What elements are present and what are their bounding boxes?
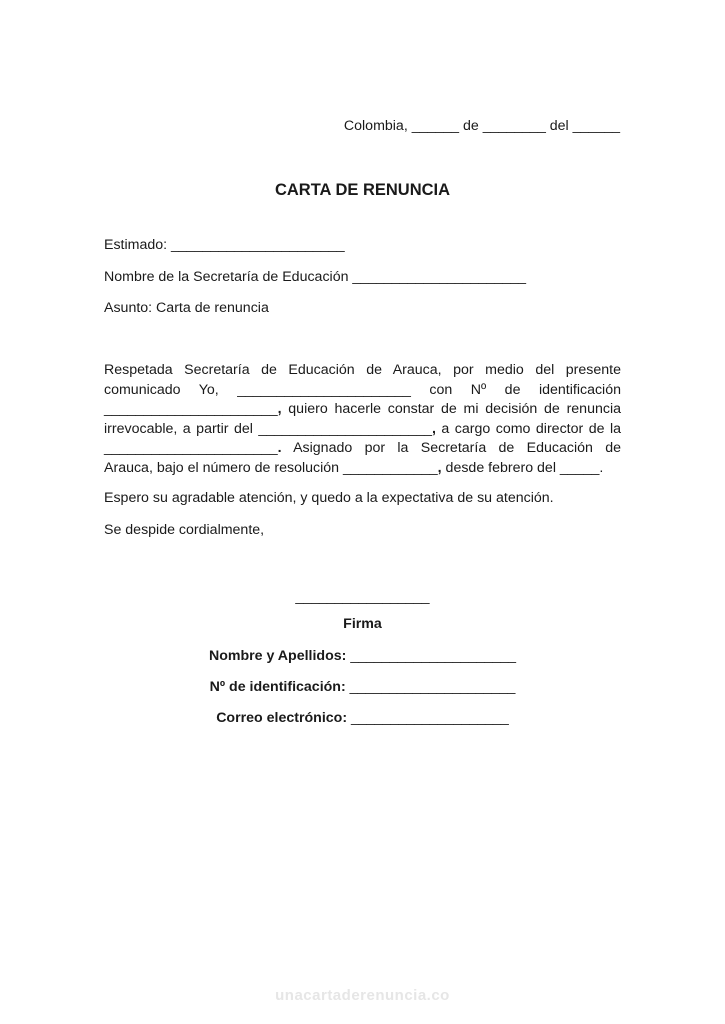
body-line-5 [104, 439, 621, 459]
comma: , [431, 420, 436, 437]
date-line: Colombia, ______ de ________ del ______ [343, 118, 620, 134]
body-line-6 [104, 459, 621, 479]
body-line-1: Respetada Secretaría de Educación de Arauca, por medio del presente [104, 362, 621, 378]
farewell-line: Se despide cordialmente, [104, 522, 265, 538]
document-title: CARTA DE RENUNCIA [274, 181, 451, 199]
comma: , [437, 459, 442, 476]
body-line-4-text: a cargo como director de la [435, 420, 621, 437]
id-number-blank: ______________________ [104, 401, 278, 417]
closing-line: Espero su agradable atención, y quedo a la expectativa de su atención. [104, 490, 554, 506]
signature-line: _________________ [295, 589, 430, 605]
subject-line: Asunto: Carta de renuncia [104, 300, 269, 316]
body-line-4 [104, 420, 621, 440]
body-line-6-text: desde febrero del _____. [441, 459, 604, 476]
full-name-blank: _____________________ [346, 648, 517, 664]
signature-label: Firma [343, 616, 382, 632]
full-name-field [0, 648, 725, 664]
body-line-2: comunicado Yo, ______________________ con Nº de identificación [104, 381, 621, 398]
id-number-field-blank: _____________________ [345, 679, 516, 695]
institution-blank: ______________________ [104, 440, 278, 456]
body-line-5-text: Asignado por la Secretaría de Educación de [281, 440, 621, 456]
body-paragraph [104, 361, 621, 478]
full-name-label: Nombre y Apellidos: [208, 648, 347, 664]
id-number-field [0, 679, 725, 695]
recipient-line: Estimado: ______________________ [104, 237, 345, 253]
email-blank: ____________________ [347, 710, 509, 726]
start-date-text: irrevocable, a partir del ______________________ [104, 420, 432, 437]
email-field [0, 710, 725, 726]
secretaria-name-line: Nombre de la Secretaría de Educación ______________________ [104, 269, 527, 285]
comma: , [277, 401, 282, 417]
period: . [277, 440, 282, 456]
body-line-3 [104, 400, 621, 420]
body-line-3-text: quiero hacerle constar de mi decisión de renuncia [281, 401, 621, 417]
email-label: Correo electrónico: [216, 710, 348, 726]
watermark: unacartaderenuncia.co [275, 987, 450, 1004]
resolution-text: Arauca, bajo el número de resolución ____________ [104, 459, 438, 476]
id-number-label: Nº de identificación: [209, 679, 346, 695]
